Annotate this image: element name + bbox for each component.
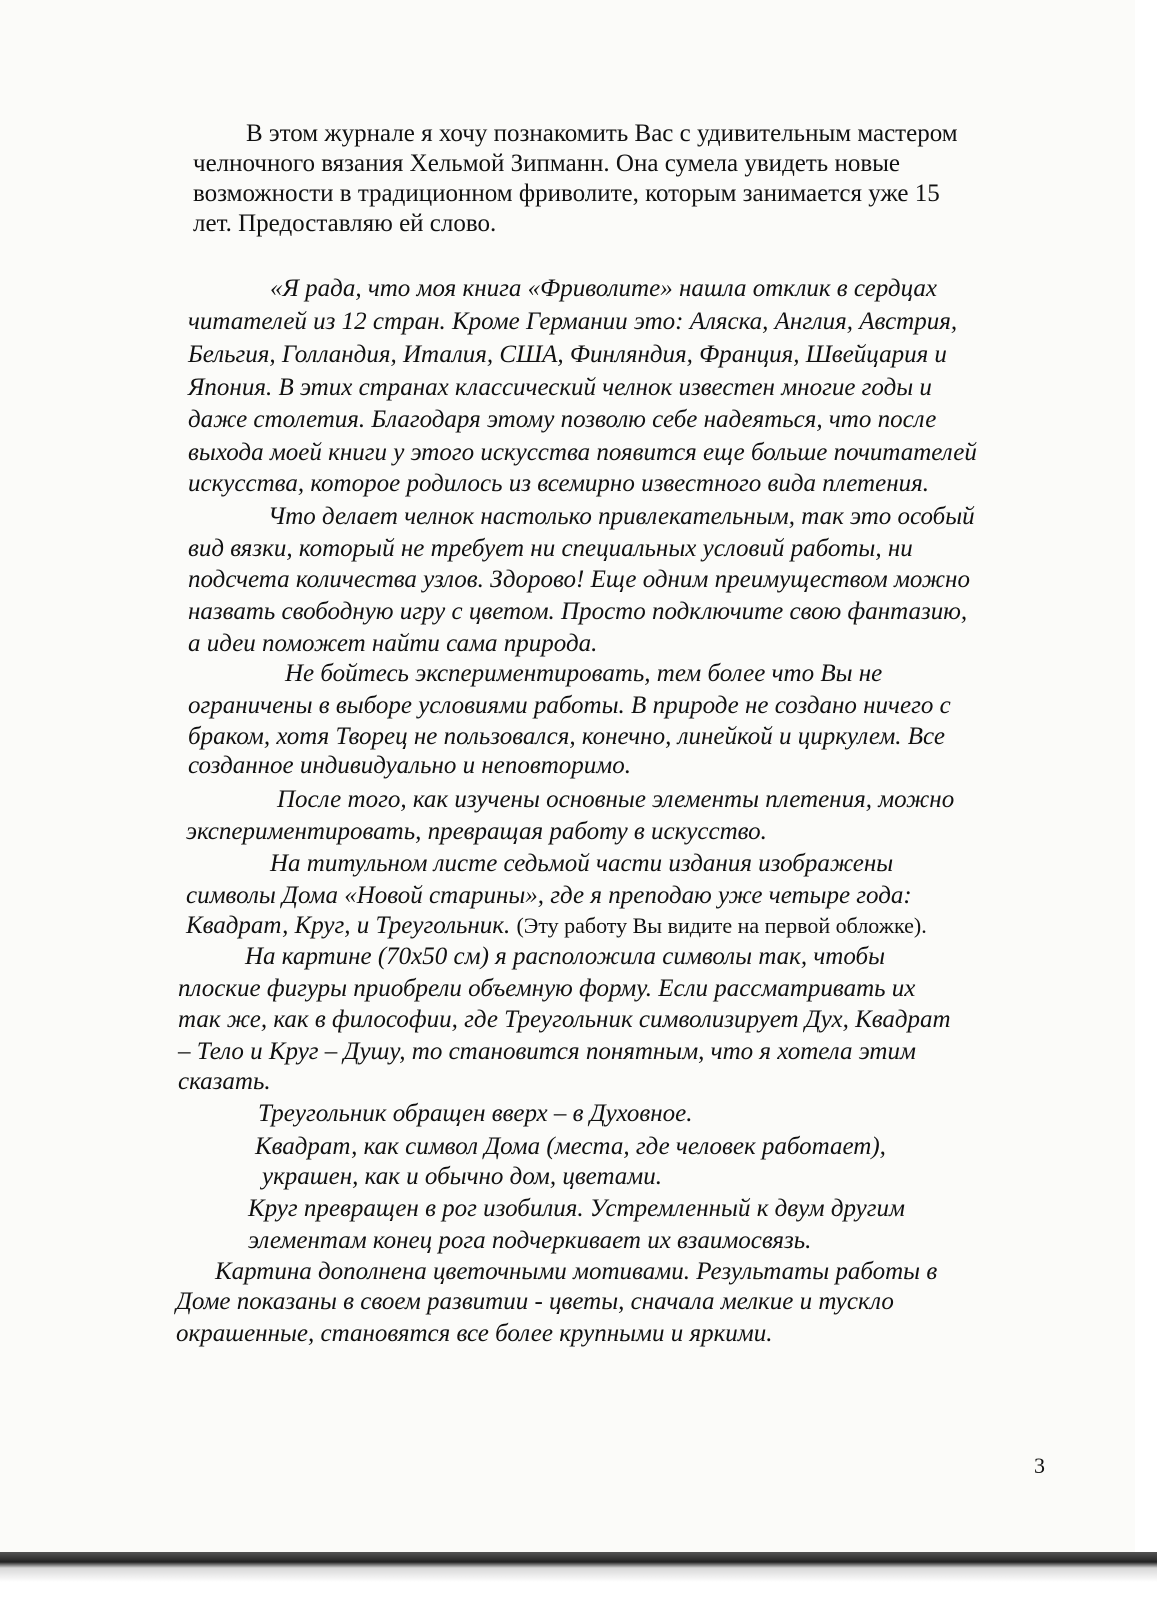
quote-line: – Тело и Круг – Душу, то становится понятным, что я хотела этим [178,1038,916,1065]
quote-line: ограничены в выборе условиями работы. В природе не создано ничего с [188,692,951,719]
quote-line: Квадрат, Круг, и Треугольник. [186,912,511,939]
quote-line: назвать свободную игру с цветом. Просто подключите свою фантазию, [188,598,968,625]
quote-line: Бельгия, Голландия, Италия, США, Финляндия, Франция, Швейцария и [188,341,947,368]
quote-line-with-note [186,912,927,940]
intro-line: лет. Предоставляю ей слово. [193,210,497,237]
quote-line: выхода моей книги у этого искусства появится еще больше почитателей [188,439,977,466]
quote-line: украшен, как и обычно дом, цветами. [262,1163,663,1190]
quote-line: Круг превращен в рог изобилия. Устремленный к двум другим [248,1195,905,1222]
quote-line: подсчета количества узлов. Здорово! Еще одним преимуществом можно [188,566,970,593]
quote-line: Япония. В этих странах классический челнок известен многие годы и [188,374,932,401]
quote-line: сказать. [178,1068,271,1095]
quote-line: Квадрат, как символ Дома (места, где человек работает), [255,1133,886,1160]
page-bottom-edge [0,1552,1157,1600]
quote-line: Картина дополнена цветочными мотивами. Результаты работы в [215,1258,938,1285]
quote-line: символы Дома «Новой старины», где я преподаю уже четыре года: [186,882,912,909]
page-number: 3 [1034,1453,1045,1478]
quote-line: «Я рада, что моя книга «Фриволите» нашла отклик в сердцах [270,275,937,302]
quote-line: Треугольник обращен вверх – в Духовное. [258,1100,693,1127]
cover-note: (Эту работу Вы видите на первой обложке). [516,913,927,938]
quote-line: даже столетия. Благодаря этому позволю себе надеяться, что после [188,406,937,433]
quote-line: Что делает челнок настолько привлекательным, так это особый [268,503,975,530]
quote-line: экспериментировать, превращая работу в искусство. [186,818,767,845]
intro-line: челночного вязания Хельмой Зипманн. Она сумела увидеть новые [193,150,901,177]
quote-line: плоские фигуры приобрели объемную форму. Если рассматривать их [178,975,916,1002]
quote-line: На картине (70x50 см) я расположила символы так, чтобы [245,943,886,970]
quote-line: Доме показаны в своем развитии - цветы, сначала мелкие и тускло [176,1288,894,1315]
quote-line: окрашенные, становятся все более крупными и яркими. [176,1320,773,1347]
quote-line: браком, хотя Творец не пользовался, конечно, линейкой и циркулем. Все [188,723,945,750]
intro-line: возможности в традиционном фриволите, которым занимается уже 15 [193,180,940,207]
page-margin-right [1135,0,1157,1600]
quote-line: На титульном листе седьмой части издания изображены [270,850,894,877]
quote-line: так же, как в философии, где Треугольник символизирует Дух, Квадрат [178,1006,951,1033]
quote-line: элементам конец рога подчеркивает их взаимосвязь. [248,1227,812,1254]
quote-line: После того, как изучены основные элементы плетения, можно [277,786,955,813]
quote-line: читателей из 12 стран. Кроме Германии это: Аляска, Англия, Австрия, [188,308,958,335]
quote-line: а идеи поможет найти сама природа. [188,630,598,657]
intro-line: В этом журнале я хочу познакомить Вас с удивительным мастером [246,120,958,147]
quote-line: вид вязки, который не требует ни специальных условий работы, ни [188,535,913,562]
quote-line: искусства, которое родилось из всемирно известного вида плетения. [188,470,929,497]
quote-line: созданное индивидуально и неповторимо. [188,752,631,779]
quote-line: Не бойтесь экспериментировать, тем более что Вы не [285,660,883,687]
